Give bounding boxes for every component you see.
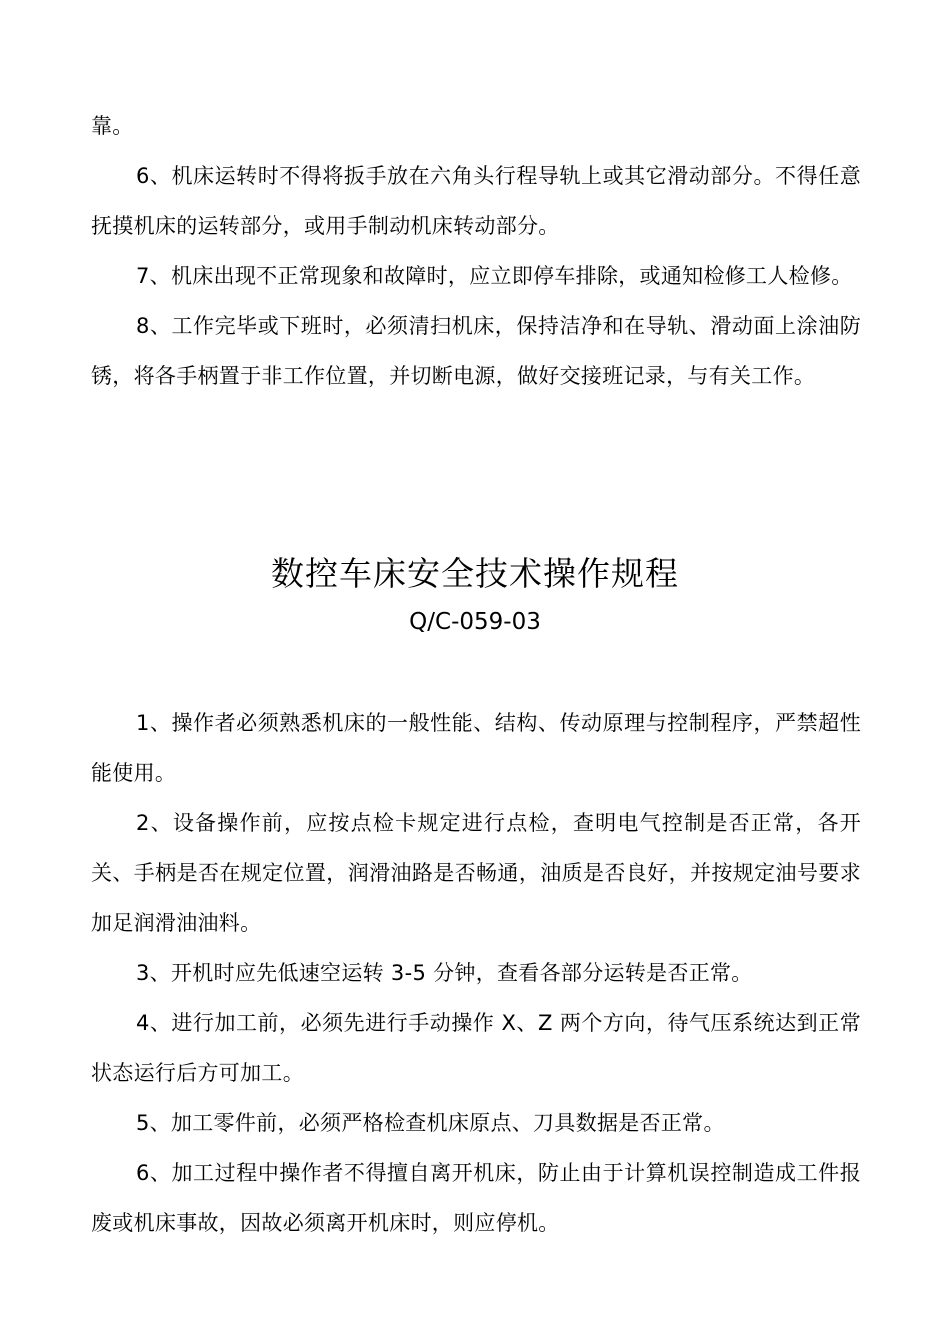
procedure-item-3: 3、开机时应先低速空运转 3-5 分钟，查看各部分运转是否正常。 [136, 961, 753, 985]
document-code: Q/C-059-03 [409, 609, 541, 635]
document-title: 数控车床安全技术操作规程 [271, 554, 679, 593]
paragraph-item-6: 6、机床运转时不得将扳手放在六角头行程导轨上或其它滑动部分。不得任意抚摸机床的运转部分，或用手制动机床转动部分。 [91, 164, 861, 238]
procedure-item-6: 6、加工过程中操作者不得擅自离开机床，防止由于计算机误控制造成工件报废或机床事故，因故必须离开机床时，则应停机。 [91, 1161, 861, 1235]
previous-section-text [91, 101, 861, 401]
procedure-item-1: 1、操作者必须熟悉机床的一般性能、结构、传动原理与控制程序，严禁超性能使用。 [91, 711, 861, 785]
paragraph-item-8: 8、工作完毕或下班时，必须清扫机床，保持洁净和在导轨、滑动面上涂油防锈，将各手柄置于非工作位置，并切断电源，做好交接班记录，与有关工作。 [91, 314, 861, 388]
procedure-item-2: 2、设备操作前，应按点检卡规定进行点检，查明电气控制是否正常，各开关、手柄是否在规定位置，润滑油路是否畅通，油质是否良好，并按规定油号要求加足润滑油油料。 [91, 811, 861, 935]
paragraph-item-7: 7、机床出现不正常现象和故障时，应立即停车排除，或通知检修工人检修。 [136, 264, 853, 288]
procedure-item-5: 5、加工零件前，必须严格检查机床原点、刀具数据是否正常。 [136, 1111, 725, 1135]
procedure-item-4: 4、进行加工前，必须先进行手动操作 X、Z 两个方向，待气压系统达到正常状态运行后方可加工。 [91, 1011, 861, 1085]
paragraph-continuation: 靠。 [91, 114, 134, 138]
procedure-text [91, 698, 861, 1248]
